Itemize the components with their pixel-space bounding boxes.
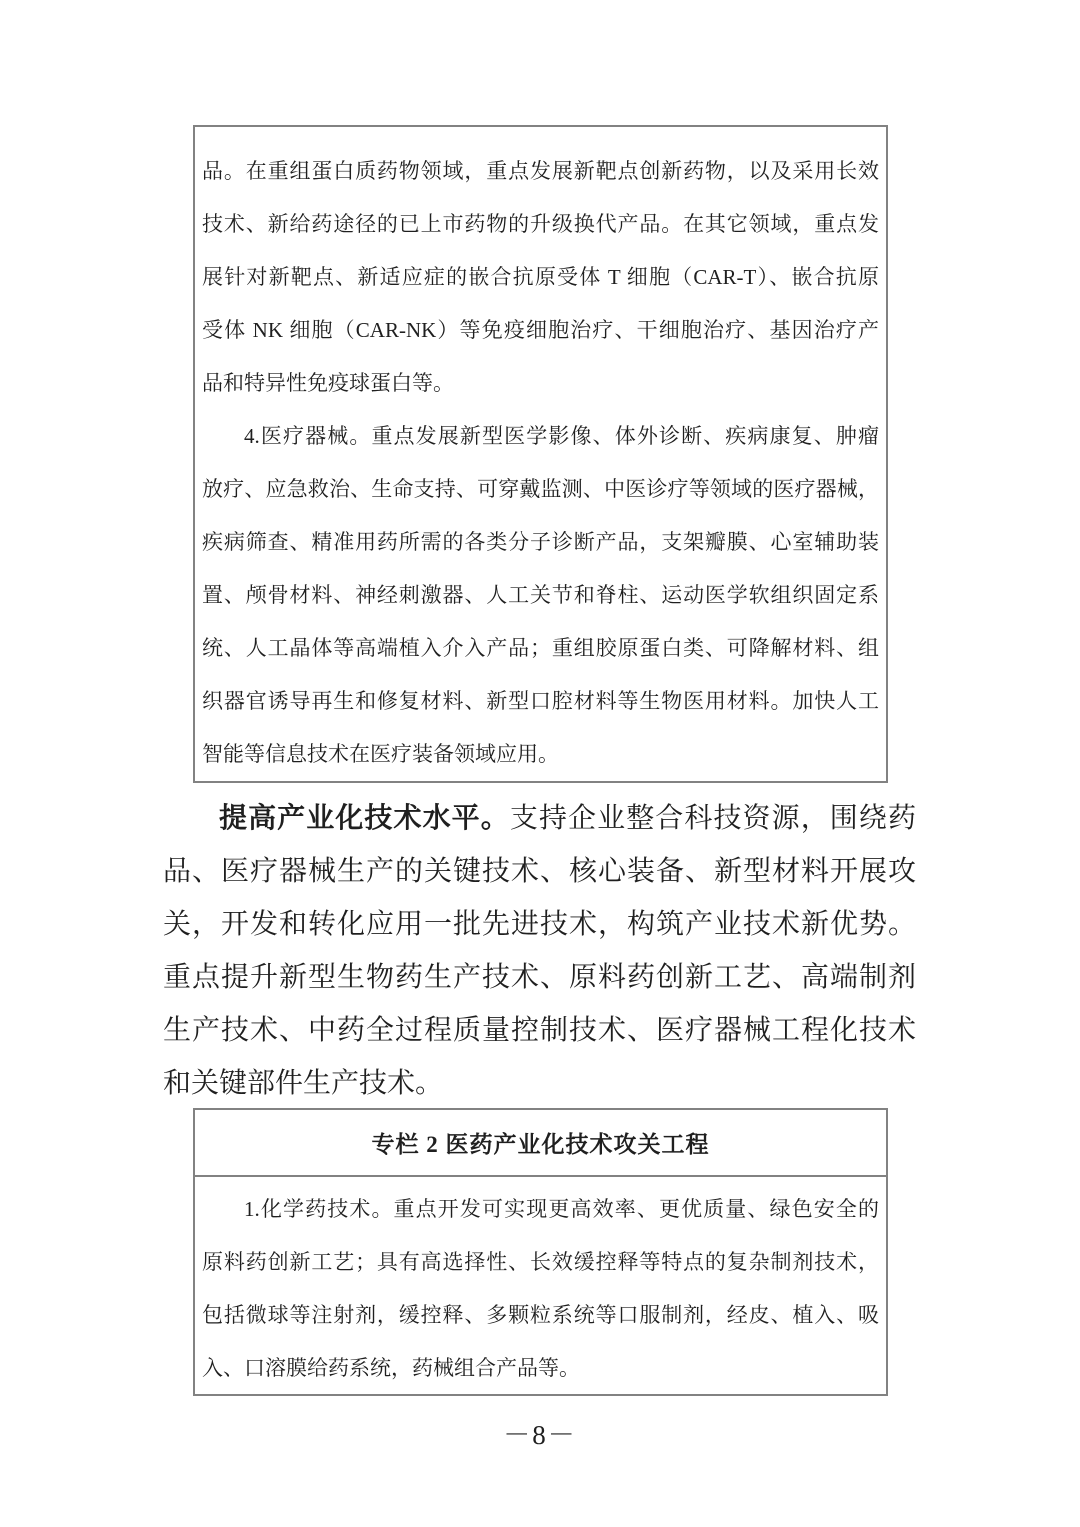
- box1-text-line: 放疗、应急救治、生命支持、可穿戴监测、中医诊疗等领域的医疗器械，: [202, 477, 879, 501]
- body-text-line: [163, 792, 916, 845]
- industrialization-paragraph: [163, 792, 916, 1110]
- box1-paragraph-biologics: [202, 145, 879, 410]
- box1-text-line: 品。在重组蛋白质药物领域，重点发展新靶点创新药物，以及采用长效: [202, 159, 879, 183]
- biomedical-products-box: [193, 125, 888, 783]
- box1-text-line: 疾病筛查、精准用药所需的各类分子诊断产品，支架瓣膜、心室辅助装: [202, 530, 879, 554]
- box1-paragraph-medical-devices: [202, 410, 879, 781]
- box1-text-line: 品和特异性免疫球蛋白等。: [202, 371, 454, 395]
- box1-text-line: 受体 NK 细胞（CAR-NK）等免疫细胞治疗、干细胞治疗、基因治疗产: [202, 318, 879, 342]
- box2-text-line: 入、口溶膜给药系统，药械组合产品等。: [202, 1356, 580, 1380]
- box1-text-line: 织器官诱导再生和修复材料、新型口腔材料等生物医用材料。加快人工: [202, 689, 879, 713]
- paragraph-lead-rest: 支持企业整合科技资源，围绕药: [509, 803, 916, 834]
- body-text-line: 和关键部件生产技术。: [163, 1068, 444, 1099]
- body-text-line: 品、医疗器械生产的关键技术、核心装备、新型材料开展攻: [163, 856, 916, 887]
- box2-text-line: 包括微球等注射剂，缓控释、多颗粒系统等口服制剂，经皮、植入、吸: [202, 1303, 879, 1327]
- paragraph-lead-bold: 提高产业化技术水平。: [219, 803, 510, 834]
- box1-text-line: 统、人工晶体等高端植入介入产品；重组胶原蛋白类、可降解材料、组: [202, 636, 879, 660]
- column2-title: 专栏 2 医药产业化技术攻关工程: [195, 1110, 886, 1177]
- body-text-line: 关，开发和转化应用一批先进技术，构筑产业技术新优势。: [163, 909, 916, 940]
- body-text-line: 重点提升新型生物药生产技术、原料药创新工艺、高端制剂: [163, 962, 916, 993]
- box1-text-line: 置、颅骨材料、神经刺激器、人工关节和脊柱、运动医学软组织固定系: [202, 583, 879, 607]
- column2-project-box: [193, 1108, 888, 1396]
- body-text-line: 生产技术、中药全过程质量控制技术、医疗器械工程化技术: [163, 1015, 916, 1046]
- box1-text-line: 展针对新靶点、新适应症的嵌合抗原受体 T 细胞（CAR-T）、嵌合抗原: [202, 265, 879, 289]
- box1-text-line: 4.医疗器械。重点发展新型医学影像、体外诊断、疾病康复、肿瘤: [244, 424, 879, 448]
- box1-text-line: 智能等信息技术在医疗装备领域应用。: [202, 742, 559, 766]
- column2-body: [195, 1177, 886, 1395]
- box2-text-line: 原料药创新工艺；具有高选择性、长效缓控释等特点的复杂制剂技术，: [202, 1250, 879, 1274]
- page-number: －8－: [503, 1420, 577, 1450]
- box1-text-line: 技术、新给药途径的已上市药物的升级换代产品。在其它领域，重点发: [202, 212, 879, 236]
- box2-text-line: 1.化学药技术。重点开发可实现更高效率、更优质量、绿色安全的: [244, 1197, 879, 1221]
